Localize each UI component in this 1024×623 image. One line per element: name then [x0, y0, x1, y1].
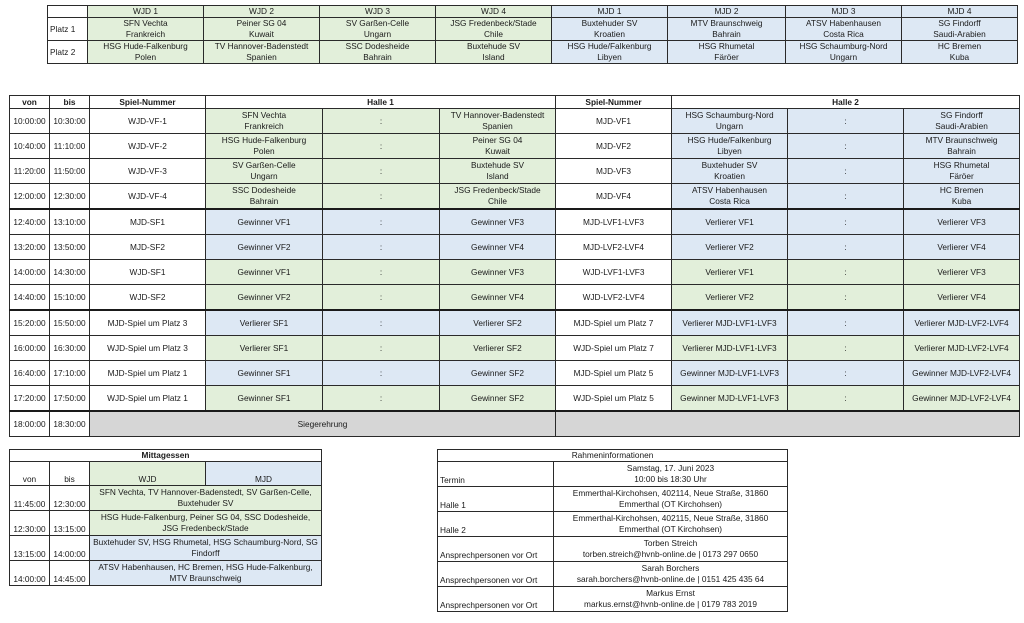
header-halle-1: Halle 1: [206, 96, 556, 109]
lunch-teams: SFN Vechta, TV Hannover-Badenstedt, SV Garßen-Celle, Buxtehuder SV: [90, 486, 322, 511]
lunch-time-start: 11:45:00: [10, 486, 50, 511]
hall-2-separator: :: [788, 386, 904, 412]
hall-2-separator: :: [788, 361, 904, 386]
game-number-hall-1: WJD-VF-1: [90, 109, 206, 134]
time-end: 13:10:00: [50, 209, 90, 235]
info-table: [437, 449, 788, 612]
hall-2-separator: :: [788, 134, 904, 159]
pairings-header-cell: MJD 1: [552, 6, 668, 18]
game-number-hall-2: MJD-VF4: [556, 184, 672, 210]
schedule-row: [10, 310, 1020, 336]
place-label: Platz 2: [48, 41, 88, 64]
time-end: 17:10:00: [50, 361, 90, 386]
place-label: Platz 1: [48, 18, 88, 41]
hall-1-team-a: Verlierer SF1: [206, 310, 323, 336]
hall-1-team-b: Gewinner VF3: [440, 260, 556, 285]
lunch-teams: HSG Hude-Falkenburg, Peiner SG 04, SSC Dodesheide, JSG Fredenbeck/Stade: [90, 511, 322, 536]
header-von: von: [10, 96, 50, 109]
hall-1-separator: :: [323, 386, 440, 412]
hall-2-team-b: HSG Rhumetal Färöer: [904, 159, 1020, 184]
info-label: Ansprechpersonen vor Ort: [438, 562, 554, 587]
game-number-hall-2: MJD-Spiel um Platz 7: [556, 310, 672, 336]
info-value: Emmerthal-Kirchohsen, 402115, Neue Straße, 31860 Emmerthal (OT Kirchohsen): [554, 512, 788, 537]
team-cell: MTV Braunschweig Bahrain: [668, 18, 786, 41]
time-end: 11:50:00: [50, 159, 90, 184]
header-spiel-nummer-2: Spiel-Nummer: [556, 96, 672, 109]
lunch-header-bis: bis: [50, 462, 90, 486]
hall-2-separator: :: [788, 159, 904, 184]
schedule-row: [10, 285, 1020, 311]
info-row: [438, 462, 788, 487]
schedule-row: [10, 209, 1020, 235]
game-number-hall-1: WJD-SF2: [90, 285, 206, 311]
hall-2-team-a: Verlierer VF2: [672, 235, 788, 260]
hall-1-team-a: SFN Vechta Frankreich: [206, 109, 323, 134]
team-cell: HSG Hude-Falkenburg Polen: [88, 41, 204, 64]
team-cell: HC Bremen Kuba: [902, 41, 1018, 64]
lunch-time-end: 14:45:00: [50, 561, 90, 586]
team-cell: SFN Vechta Frankreich: [88, 18, 204, 41]
lunch-time-end: 13:15:00: [50, 511, 90, 536]
schedule-row: [10, 134, 1020, 159]
time-start: 16:40:00: [10, 361, 50, 386]
hall-1-team-b: JSG Fredenbeck/Stade Chile: [440, 184, 556, 210]
hall-2-separator: :: [788, 285, 904, 311]
hall-1-team-b: Gewinner SF2: [440, 386, 556, 412]
pairings-header-row: [48, 6, 1018, 18]
hall-1-separator: :: [323, 109, 440, 134]
hall-2-team-b: Gewinner MJD-LVF2-LVF4: [904, 386, 1020, 412]
hall-2-separator: :: [788, 260, 904, 285]
hall-2-separator: :: [788, 184, 904, 210]
game-number-hall-1: MJD-Spiel um Platz 1: [90, 361, 206, 386]
hall-1-separator: :: [323, 184, 440, 210]
hall-2-separator: :: [788, 235, 904, 260]
hall-2-team-a: Gewinner MJD-LVF1-LVF3: [672, 386, 788, 412]
team-cell: HSG Rhumetal Färöer: [668, 41, 786, 64]
time-end: 11:10:00: [50, 134, 90, 159]
hall-1-separator: :: [323, 260, 440, 285]
game-number-hall-2: WJD-LVF1-LVF3: [556, 260, 672, 285]
pairings-header-cell: WJD 2: [204, 6, 320, 18]
team-cell: Buxtehude SV Island: [436, 41, 552, 64]
pairings-header-cell: WJD 4: [436, 6, 552, 18]
pairings-header-cell: MJD 2: [668, 6, 786, 18]
schedule-final-row: [10, 411, 1020, 437]
lunch-row: [10, 486, 322, 511]
hall-2-separator: :: [788, 336, 904, 361]
lunch-title: Mittagessen: [10, 450, 322, 462]
game-number-hall-2: MJD-VF3: [556, 159, 672, 184]
lunch-time-start: 12:30:00: [10, 511, 50, 536]
pairings-header-cell: WJD 1: [88, 6, 204, 18]
hall-2-team-b: Gewinner MJD-LVF2-LVF4: [904, 361, 1020, 386]
lunch-teams: ATSV Habenhausen, HC Bremen, HSG Hude-Falkenburg, MTV Braunschweig: [90, 561, 322, 586]
hall-2-team-a: HSG Hude/Falkenburg Libyen: [672, 134, 788, 159]
info-label: Halle 2: [438, 512, 554, 537]
pairings-header-cell: WJD 3: [320, 6, 436, 18]
hall-2-team-a: Verlierer VF1: [672, 260, 788, 285]
pairings-row: [48, 41, 1018, 64]
info-row: [438, 512, 788, 537]
hall-1-separator: :: [323, 336, 440, 361]
schedule-row: [10, 184, 1020, 210]
time-start: 15:20:00: [10, 310, 50, 336]
time-start: 10:00:00: [10, 109, 50, 134]
lunch-time-start: 14:00:00: [10, 561, 50, 586]
header-spiel-nummer-1: Spiel-Nummer: [90, 96, 206, 109]
hall-1-team-b: Buxtehude SV Island: [440, 159, 556, 184]
info-label: Ansprechpersonen vor Ort: [438, 587, 554, 612]
hall-1-team-b: Verlierer SF2: [440, 310, 556, 336]
hall-2-team-b: MTV Braunschweig Bahrain: [904, 134, 1020, 159]
header-halle-2: Halle 2: [672, 96, 1020, 109]
hall-1-team-a: Gewinner VF1: [206, 209, 323, 235]
schedule-row: [10, 109, 1020, 134]
pairings-header-cell: MJD 4: [902, 6, 1018, 18]
game-number-hall-2: WJD-LVF2-LVF4: [556, 285, 672, 311]
lunch-row: [10, 536, 322, 561]
time-end: 10:30:00: [50, 109, 90, 134]
time-end: 17:50:00: [50, 386, 90, 412]
info-value: Sarah Borchers sarah.borchers@hvnb-online.de | 0151 425 435 64: [554, 562, 788, 587]
hall-1-team-b: TV Hannover-Badenstedt Spanien: [440, 109, 556, 134]
game-number-hall-1: WJD-VF-3: [90, 159, 206, 184]
hall-2-team-b: Verlierer MJD-LVF2-LVF4: [904, 310, 1020, 336]
time-start: 14:00:00: [10, 260, 50, 285]
pairings-header-cell: MJD 3: [786, 6, 902, 18]
game-number-hall-1: WJD-VF-4: [90, 184, 206, 210]
hall-2-separator: :: [788, 310, 904, 336]
hall-1-team-b: Gewinner VF3: [440, 209, 556, 235]
lunch-table: [9, 449, 322, 586]
hall-1-team-a: SSC Dodesheide Bahrain: [206, 184, 323, 210]
info-label: Termin: [438, 462, 554, 487]
hall-1-team-a: Gewinner VF1: [206, 260, 323, 285]
lunch-header-von: von: [10, 462, 50, 486]
hall-1-separator: :: [323, 134, 440, 159]
game-number-hall-1: WJD-VF-2: [90, 134, 206, 159]
award-ceremony-filler: [556, 411, 1020, 437]
hall-2-team-a: Gewinner MJD-LVF1-LVF3: [672, 361, 788, 386]
time-end: 12:30:00: [50, 184, 90, 210]
hall-2-team-b: Verlierer VF3: [904, 260, 1020, 285]
schedule-header-row: [10, 96, 1020, 109]
hall-2-team-a: Buxtehuder SV Kroatien: [672, 159, 788, 184]
game-number-hall-2: MJD-VF1: [556, 109, 672, 134]
schedule-row: [10, 159, 1020, 184]
time-end: 18:30:00: [50, 411, 90, 437]
hall-2-team-a: HSG Schaumburg-Nord Ungarn: [672, 109, 788, 134]
time-start: 14:40:00: [10, 285, 50, 311]
hall-2-team-a: Verlierer MJD-LVF1-LVF3: [672, 310, 788, 336]
team-cell: SSC Dodesheide Bahrain: [320, 41, 436, 64]
lunch-time-end: 12:30:00: [50, 486, 90, 511]
info-row: [438, 537, 788, 562]
lunch-header-wjd: WJD: [90, 462, 206, 486]
hall-1-team-a: Gewinner VF2: [206, 285, 323, 311]
game-number-hall-2: MJD-LVF2-LVF4: [556, 235, 672, 260]
schedule-row: [10, 235, 1020, 260]
info-row: [438, 587, 788, 612]
game-number-hall-1: WJD-SF1: [90, 260, 206, 285]
hall-2-team-b: Verlierer VF4: [904, 235, 1020, 260]
schedule-row: [10, 336, 1020, 361]
team-cell: TV Hannover-Badenstedt Spanien: [204, 41, 320, 64]
time-end: 15:10:00: [50, 285, 90, 311]
hall-2-separator: :: [788, 209, 904, 235]
hall-2-team-b: HC Bremen Kuba: [904, 184, 1020, 210]
hall-1-separator: :: [323, 285, 440, 311]
time-start: 11:20:00: [10, 159, 50, 184]
team-cell: HSG Hude/Falkenburg Libyen: [552, 41, 668, 64]
lunch-title-row: [10, 450, 322, 462]
hall-1-team-b: Gewinner VF4: [440, 285, 556, 311]
hall-1-team-a: Gewinner VF2: [206, 235, 323, 260]
time-start: 18:00:00: [10, 411, 50, 437]
game-number-hall-1: MJD-Spiel um Platz 3: [90, 310, 206, 336]
game-number-hall-1: WJD-Spiel um Platz 3: [90, 336, 206, 361]
info-value: Torben Streich torben.streich@hvnb-online.de | 0173 297 0650: [554, 537, 788, 562]
hall-2-team-a: Verlierer VF2: [672, 285, 788, 311]
game-number-hall-1: MJD-SF2: [90, 235, 206, 260]
schedule-row: [10, 361, 1020, 386]
info-row: [438, 562, 788, 587]
hall-2-team-a: ATSV Habenhausen Costa Rica: [672, 184, 788, 210]
hall-2-team-b: Verlierer VF3: [904, 209, 1020, 235]
time-start: 17:20:00: [10, 386, 50, 412]
lunch-header-row: [10, 462, 322, 486]
hall-1-team-b: Peiner SG 04 Kuwait: [440, 134, 556, 159]
hall-2-team-a: Verlierer VF1: [672, 209, 788, 235]
time-start: 10:40:00: [10, 134, 50, 159]
hall-1-team-a: HSG Hude-Falkenburg Polen: [206, 134, 323, 159]
hall-1-team-a: Gewinner SF1: [206, 361, 323, 386]
game-number-hall-2: MJD-VF2: [556, 134, 672, 159]
info-value: Emmerthal-Kirchohsen, 402114, Neue Straße, 31860 Emmerthal (OT Kirchohsen): [554, 487, 788, 512]
time-end: 13:50:00: [50, 235, 90, 260]
pairings-header-cell: [48, 6, 88, 18]
schedule-row: [10, 260, 1020, 285]
hall-1-team-b: Gewinner SF2: [440, 361, 556, 386]
hall-1-separator: :: [323, 209, 440, 235]
schedule-row: [10, 386, 1020, 412]
pairings-row: [48, 18, 1018, 41]
hall-1-separator: :: [323, 310, 440, 336]
team-cell: JSG Fredenbeck/Stade Chile: [436, 18, 552, 41]
team-cell: Buxtehuder SV Kroatien: [552, 18, 668, 41]
hall-1-separator: :: [323, 159, 440, 184]
hall-2-team-a: Verlierer MJD-LVF1-LVF3: [672, 336, 788, 361]
schedule-table: [9, 95, 1020, 437]
hall-1-team-a: Verlierer SF1: [206, 336, 323, 361]
game-number-hall-1: MJD-SF1: [90, 209, 206, 235]
time-end: 14:30:00: [50, 260, 90, 285]
team-cell: Peiner SG 04 Kuwait: [204, 18, 320, 41]
hall-2-team-b: Verlierer MJD-LVF2-LVF4: [904, 336, 1020, 361]
award-ceremony-cell: Siegerehrung: [90, 411, 556, 437]
info-label: Ansprechpersonen vor Ort: [438, 537, 554, 562]
time-end: 16:30:00: [50, 336, 90, 361]
info-label: Halle 1: [438, 487, 554, 512]
hall-1-team-b: Gewinner VF4: [440, 235, 556, 260]
team-cell: SG Findorff Saudi-Arabien: [902, 18, 1018, 41]
hall-2-team-b: SG Findorff Saudi-Arabien: [904, 109, 1020, 134]
hall-2-team-b: Verlierer VF4: [904, 285, 1020, 311]
hall-1-team-a: SV Garßen-Celle Ungarn: [206, 159, 323, 184]
info-title-row: [438, 450, 788, 462]
hall-1-separator: :: [323, 235, 440, 260]
game-number-hall-2: MJD-Spiel um Platz 5: [556, 361, 672, 386]
hall-1-team-b: Verlierer SF2: [440, 336, 556, 361]
info-value: Samstag, 17. Juni 2023 10:00 bis 18:30 Uhr: [554, 462, 788, 487]
game-number-hall-2: WJD-Spiel um Platz 7: [556, 336, 672, 361]
lunch-time-end: 14:00:00: [50, 536, 90, 561]
lunch-row: [10, 511, 322, 536]
game-number-hall-2: MJD-LVF1-LVF3: [556, 209, 672, 235]
time-start: 12:00:00: [10, 184, 50, 210]
team-cell: ATSV Habenhausen Costa Rica: [786, 18, 902, 41]
pairings-table: [47, 5, 1018, 64]
time-end: 15:50:00: [50, 310, 90, 336]
lunch-row: [10, 561, 322, 586]
lunch-time-start: 13:15:00: [10, 536, 50, 561]
info-value: Markus Ernst markus.ernst@hvnb-online.de | 0179 783 2019: [554, 587, 788, 612]
hall-2-separator: :: [788, 109, 904, 134]
game-number-hall-2: WJD-Spiel um Platz 5: [556, 386, 672, 412]
info-row: [438, 487, 788, 512]
time-start: 13:20:00: [10, 235, 50, 260]
header-bis: bis: [50, 96, 90, 109]
hall-1-team-a: Gewinner SF1: [206, 386, 323, 412]
time-start: 16:00:00: [10, 336, 50, 361]
info-title: Rahmeninformationen: [438, 450, 788, 462]
game-number-hall-1: WJD-Spiel um Platz 1: [90, 386, 206, 412]
lunch-teams: Buxtehuder SV, HSG Rhumetal, HSG Schaumburg-Nord, SG Findorff: [90, 536, 322, 561]
hall-1-separator: :: [323, 361, 440, 386]
team-cell: HSG Schaumburg-Nord Ungarn: [786, 41, 902, 64]
time-start: 12:40:00: [10, 209, 50, 235]
team-cell: SV Garßen-Celle Ungarn: [320, 18, 436, 41]
lunch-header-mjd: MJD: [206, 462, 322, 486]
